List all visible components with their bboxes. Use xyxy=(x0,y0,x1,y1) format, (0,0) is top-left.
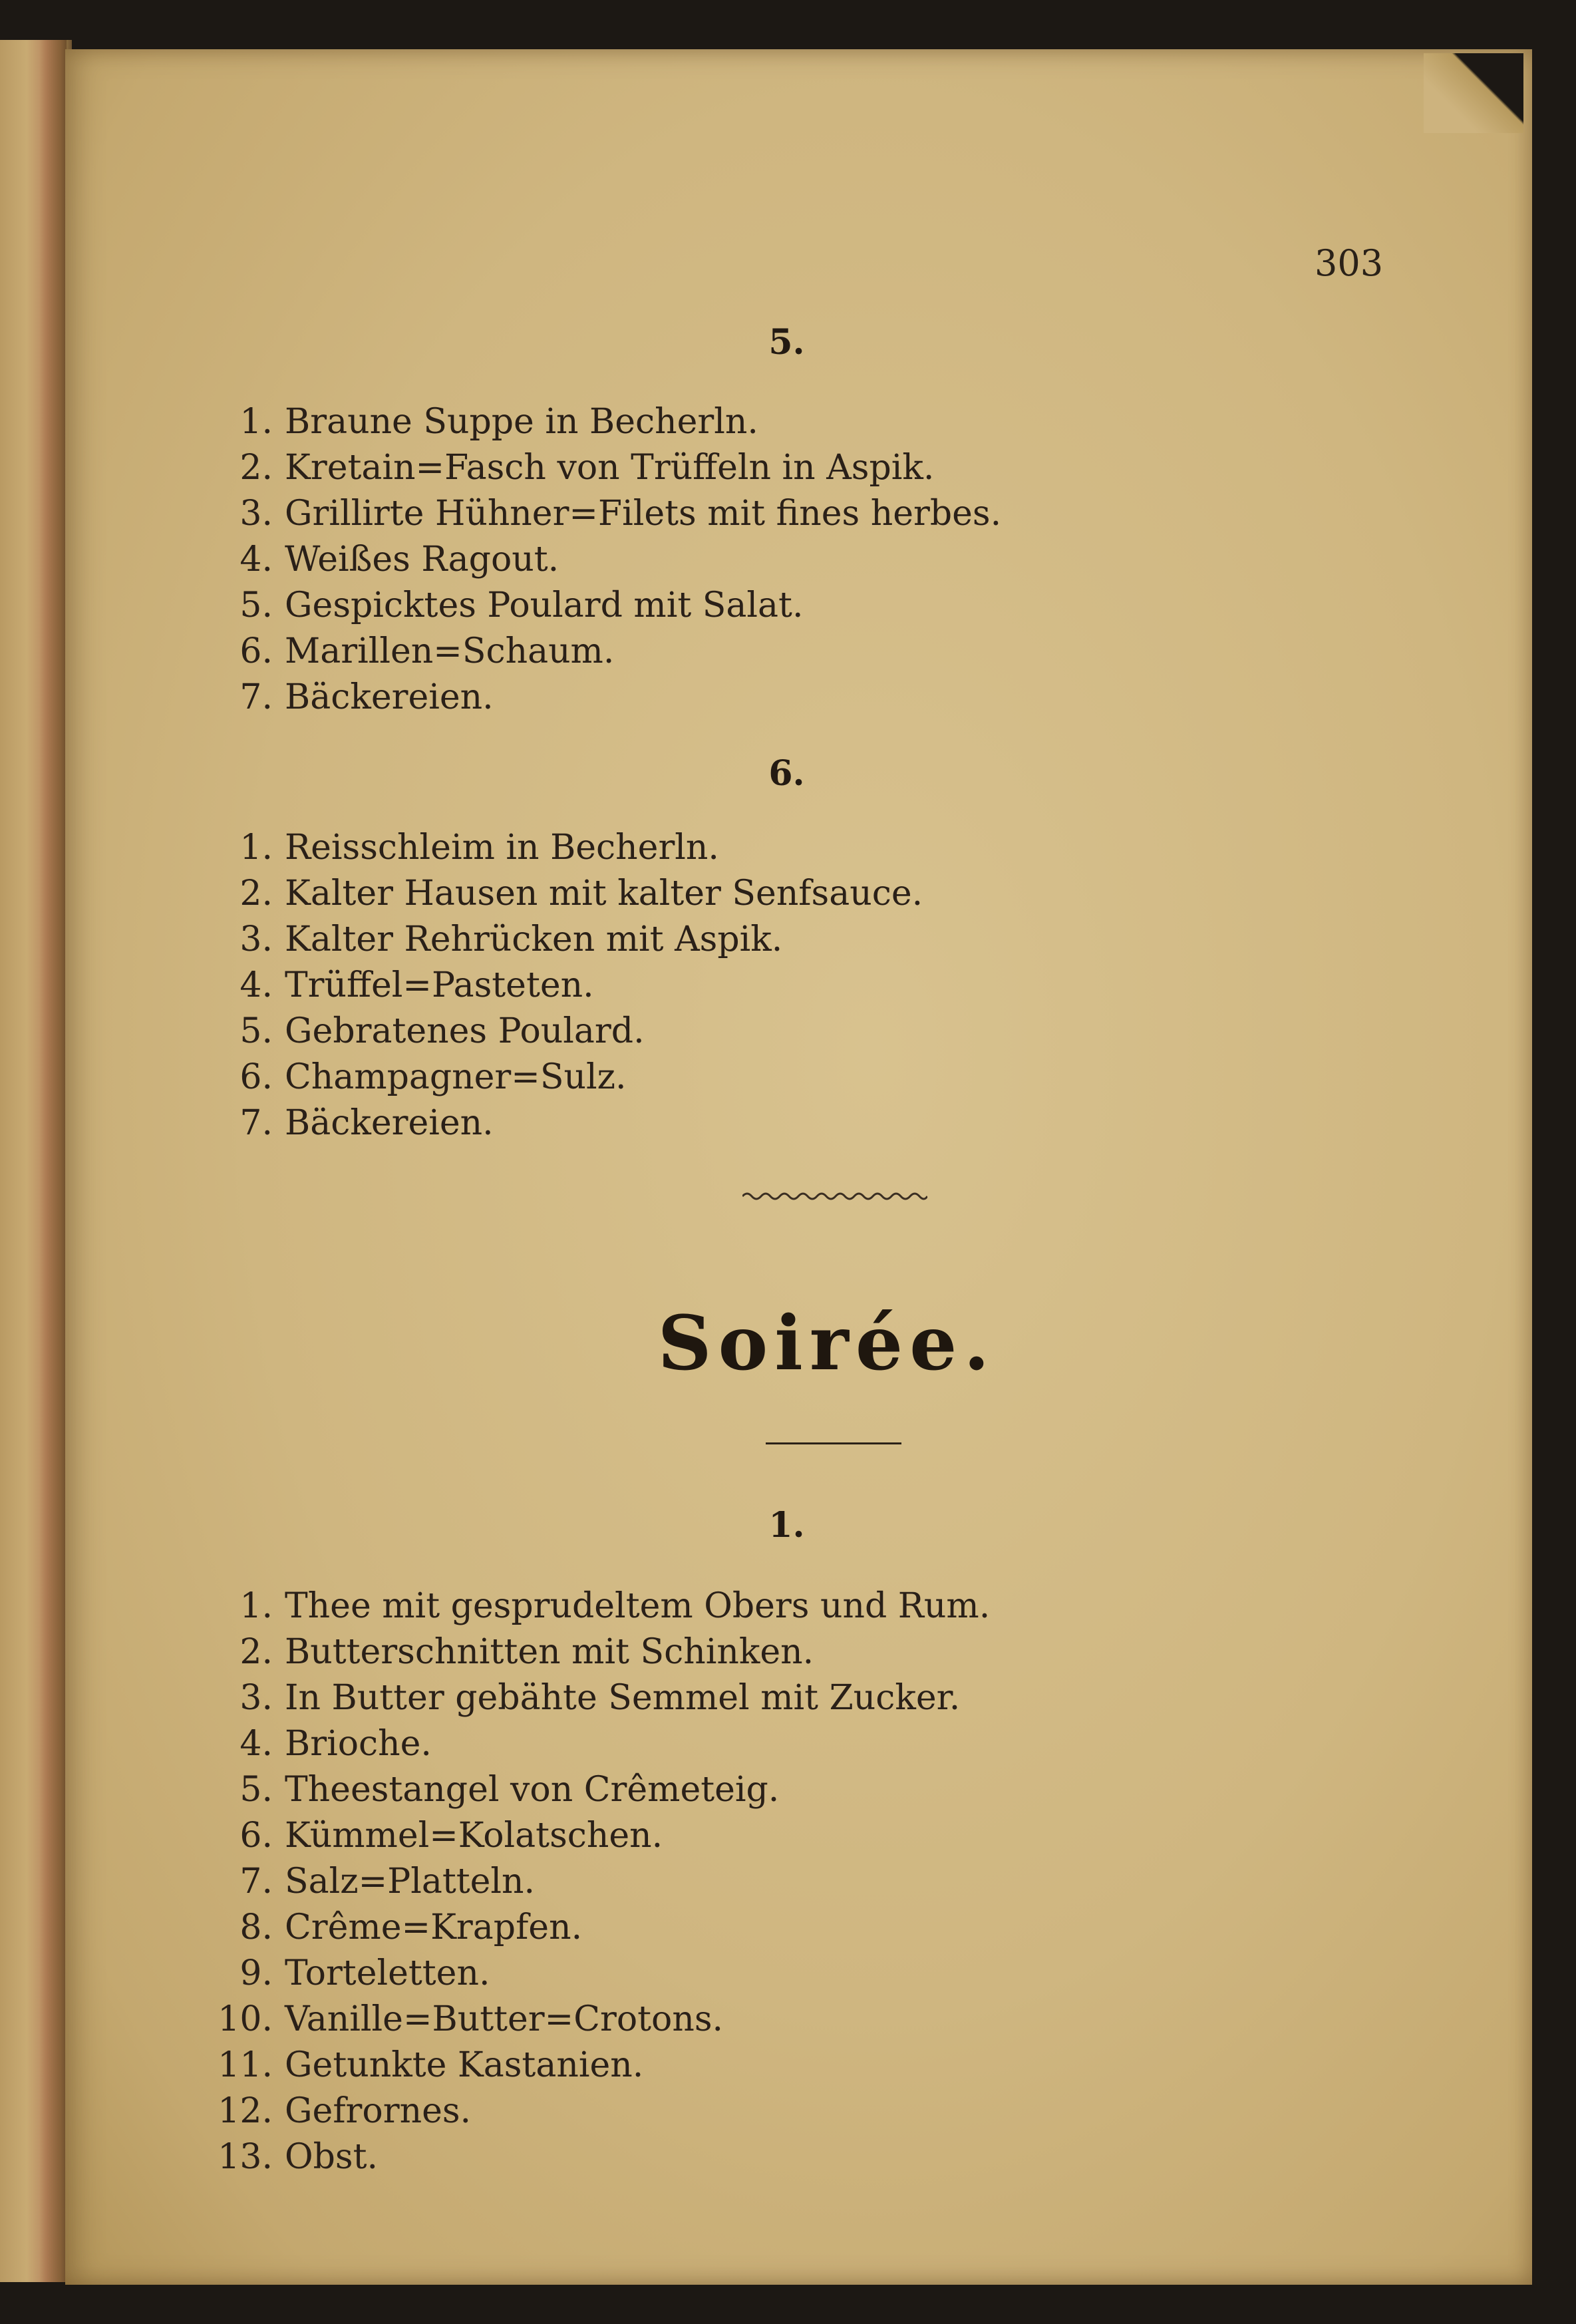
list-item xyxy=(209,1951,990,1997)
list-item xyxy=(225,1009,923,1055)
book-binding xyxy=(27,40,67,2282)
item-text: Braune Suppe in Becherln. xyxy=(285,402,758,442)
item-number: 2. xyxy=(239,448,273,488)
item-number: 4. xyxy=(239,540,273,580)
item-text: Getunkte Kastanien. xyxy=(285,2045,644,2085)
item-text: Trüffel=Pasteten. xyxy=(285,965,594,1005)
item-number: 4. xyxy=(239,965,273,1005)
soiree-number-1: 1. xyxy=(768,1505,805,1546)
item-text: Marillen=Schaum. xyxy=(285,631,615,671)
item-text: Kretain=Fasch von Trüffeln in Aspik. xyxy=(285,448,935,488)
list-item xyxy=(209,1767,990,1813)
list-item xyxy=(209,2088,990,2134)
list-item xyxy=(209,1583,990,1629)
item-number: 12. xyxy=(218,2091,273,2131)
list-item xyxy=(209,1859,990,1905)
item-text: Thee mit gesprudeltem Obers und Rum. xyxy=(285,1586,991,1626)
menu-number-6: 6. xyxy=(768,753,805,794)
item-number: 6. xyxy=(239,1816,273,1856)
list-item xyxy=(225,1055,923,1100)
list-item xyxy=(209,1905,990,1951)
list-item xyxy=(209,1997,990,2043)
item-number: 2. xyxy=(239,874,273,913)
item-text: Salz=Platteln. xyxy=(285,1862,536,1902)
item-text: Grillirte Hühner=Filets mit fines herbes. xyxy=(285,494,1002,534)
list-item xyxy=(225,675,1001,721)
list-item xyxy=(225,445,1001,491)
list-item xyxy=(209,1629,990,1675)
list-item xyxy=(225,491,1001,537)
title-rule xyxy=(766,1442,901,1444)
item-text: Kalter Hausen mit kalter Senfsauce. xyxy=(285,874,923,913)
item-text: Kalter Rehrücken mit Aspik. xyxy=(285,919,783,959)
item-number: 3. xyxy=(239,494,273,534)
menu-6-list xyxy=(225,825,923,1146)
item-text: Gebratenes Poulard. xyxy=(285,1011,645,1051)
menu-number-5: 5. xyxy=(768,322,805,363)
list-item xyxy=(225,583,1001,629)
list-item xyxy=(225,1100,923,1146)
list-item xyxy=(209,2043,990,2088)
list-item xyxy=(209,1675,990,1721)
item-number: 1. xyxy=(239,402,273,442)
item-number: 7. xyxy=(239,1862,273,1902)
page xyxy=(65,49,1532,2285)
list-item xyxy=(225,537,1001,583)
item-text: Vanille=Butter=Crotons. xyxy=(285,1999,724,2039)
item-text: Torteletten. xyxy=(285,1953,490,1993)
item-number: 7. xyxy=(239,677,273,717)
list-item xyxy=(225,629,1001,675)
folded-corner xyxy=(1424,53,1523,133)
item-number: 3. xyxy=(239,1678,273,1718)
item-number: 6. xyxy=(239,1057,273,1097)
list-item xyxy=(225,917,923,963)
item-number: 1. xyxy=(239,1586,273,1626)
item-number: 2. xyxy=(239,1632,273,1672)
item-text: Theestangel von Crêmeteig. xyxy=(285,1770,780,1810)
item-text: Gespicktes Poulard mit Salat. xyxy=(285,585,804,625)
list-item xyxy=(225,871,923,917)
list-item xyxy=(225,963,923,1009)
item-text: Obst. xyxy=(285,2137,379,2177)
list-item xyxy=(209,1813,990,1859)
item-number: 11. xyxy=(218,2045,273,2085)
item-text: Crême=Krapfen. xyxy=(285,1908,583,1947)
list-item xyxy=(225,399,1001,445)
item-text: In Butter gebähte Semmel mit Zucker. xyxy=(285,1678,961,1718)
item-text: Champagner=Sulz. xyxy=(285,1057,627,1097)
item-text: Butterschnitten mit Schinken. xyxy=(285,1632,814,1672)
item-number: 7. xyxy=(239,1103,273,1143)
item-number: 5. xyxy=(239,1770,273,1810)
item-text: Reisschleim in Becherln. xyxy=(285,828,719,868)
item-text: Bäckereien. xyxy=(285,677,494,717)
item-number: 4. xyxy=(239,1724,273,1764)
item-number: 3. xyxy=(239,919,273,959)
page-number: 303 xyxy=(1315,242,1384,284)
item-text: Kümmel=Kolatschen. xyxy=(285,1816,663,1856)
item-number: 5. xyxy=(239,585,273,625)
list-item xyxy=(209,2134,990,2180)
list-item xyxy=(225,825,923,871)
item-number: 10. xyxy=(218,1999,273,2039)
list-item xyxy=(209,1721,990,1767)
item-number: 6. xyxy=(239,631,273,671)
item-text: Weißes Ragout. xyxy=(285,540,559,580)
item-number: 8. xyxy=(239,1908,273,1947)
item-number: 13. xyxy=(218,2137,273,2177)
item-number: 5. xyxy=(239,1011,273,1051)
menu-5-list xyxy=(225,399,1001,721)
soiree-list xyxy=(209,1583,990,2180)
item-text: Brioche. xyxy=(285,1724,432,1764)
item-text: Gefrornes. xyxy=(285,2091,472,2131)
item-number: 1. xyxy=(239,828,273,868)
item-text: Bäckereien. xyxy=(285,1103,494,1143)
soiree-title: Soirée. xyxy=(657,1300,997,1387)
item-number: 9. xyxy=(239,1953,273,1993)
wavy-divider xyxy=(742,1188,927,1204)
